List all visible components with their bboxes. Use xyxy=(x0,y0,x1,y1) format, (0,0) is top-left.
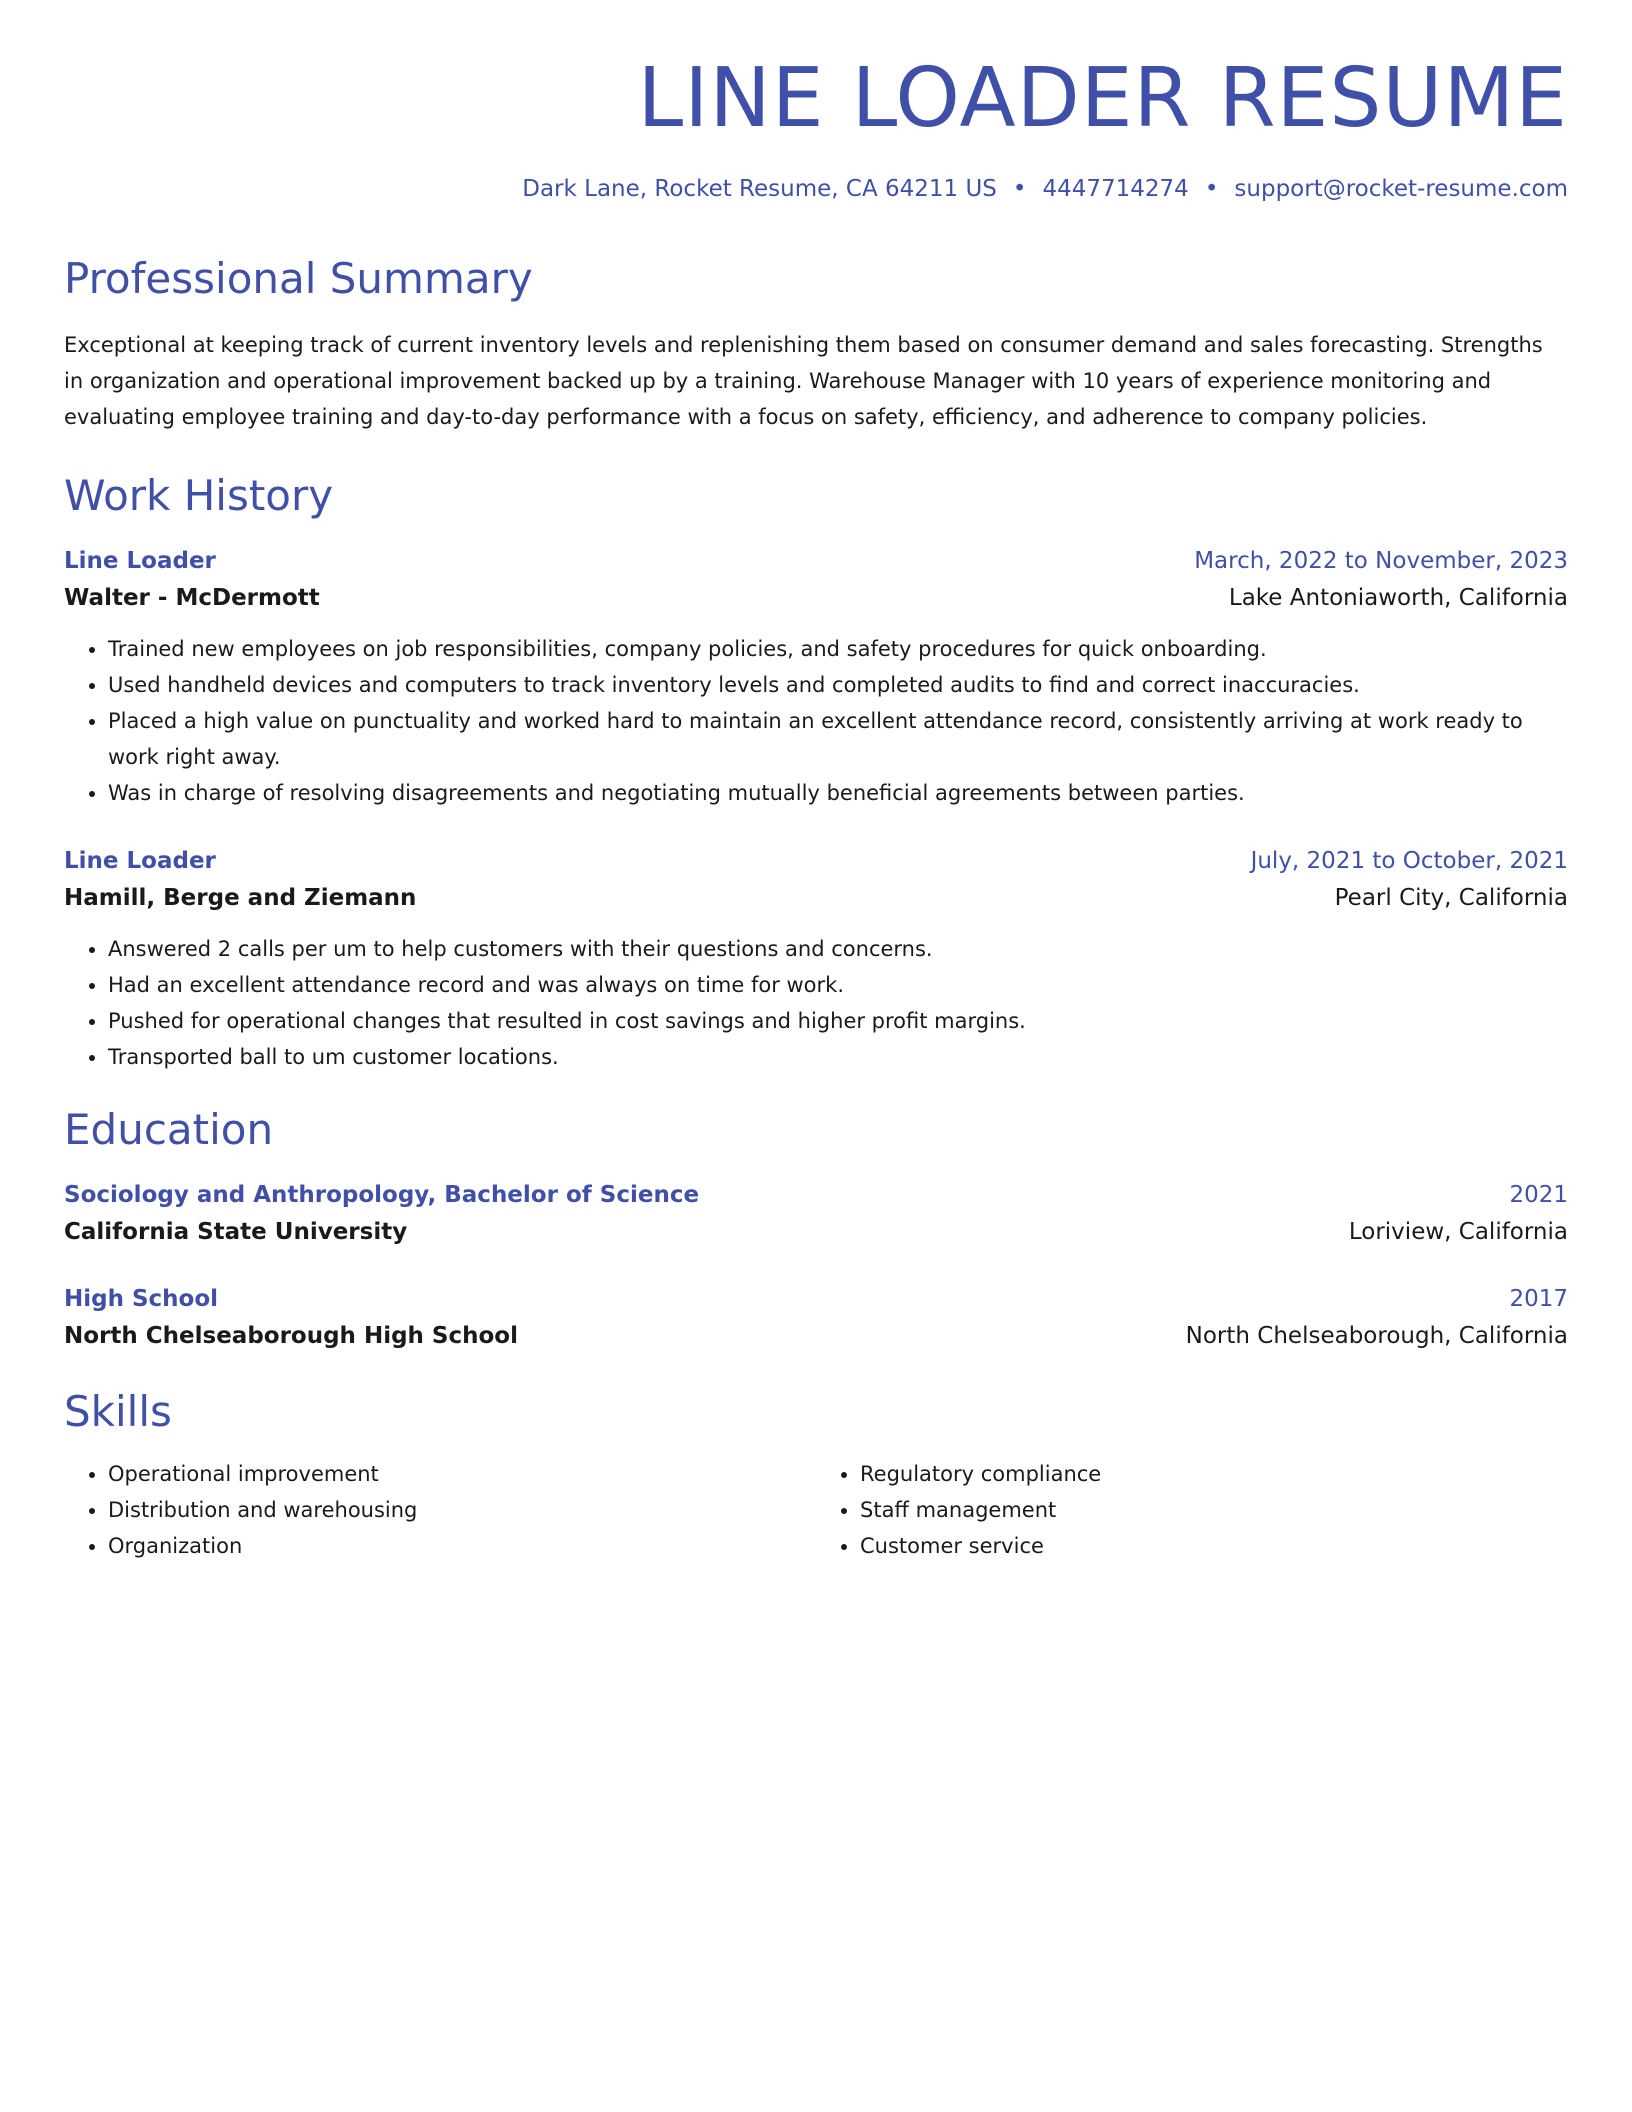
summary-text: Exceptional at keeping track of current inventory levels and replenishing them based on consumer demand and sales forecasting. Strengths in organization and operational improvement backed up by a training. Warehouse Manager with 10 years of experience monitoring and evaluating employee training and day-to-day performance with a focus on safety, efficiency, and adherence to company policies. xyxy=(64,332,1543,429)
job-title: Line Loader xyxy=(64,848,216,875)
education-degree: Sociology and Anthropology, Bachelor of Science xyxy=(64,1182,700,1209)
skill-item: • Operational improvement xyxy=(108,1456,816,1492)
education-school: North Chelseaborough High School xyxy=(64,1323,518,1350)
contact-email: support@rocket-resume.com xyxy=(1234,176,1568,203)
work-history-heading: Work History xyxy=(64,470,334,520)
contact-line xyxy=(64,176,1568,202)
job-dates: March, 2022 to November, 2023 xyxy=(1194,548,1568,575)
job-bullet: • Trained new employees on job responsibilities, company policies, and safety procedures for quick onboarding. xyxy=(108,631,1568,667)
education-entry xyxy=(64,1283,1568,1353)
job-company: Hamill, Berge and Ziemann xyxy=(64,885,417,912)
resume-title: LINE LOADER RESUME xyxy=(637,51,1568,146)
contact-phone: 4447714274 xyxy=(1042,176,1189,203)
skill-item: • Distribution and warehousing xyxy=(108,1492,816,1528)
job-bullet: • Placed a high value on punctuality and worked hard to maintain an excellent attendance record, consistently arriving at work ready to work right away. xyxy=(108,703,1568,775)
job-entry xyxy=(64,545,1568,811)
job-bullet: • Answered 2 calls per um to help customers with their questions and concerns. xyxy=(108,931,1568,967)
skill-item: • Staff management xyxy=(860,1492,1568,1528)
job-dates: July, 2021 to October, 2021 xyxy=(1250,848,1568,875)
job-bullet: • Pushed for operational changes that resulted in cost savings and higher profit margins. xyxy=(108,1003,1568,1039)
job-bullets xyxy=(64,631,1568,811)
education-entry xyxy=(64,1179,1568,1249)
job-company: Walter - McDermott xyxy=(64,585,320,612)
summary-heading: Professional Summary xyxy=(64,254,533,304)
job-location: Lake Antoniaworth, California xyxy=(1228,585,1568,612)
education-location: North Chelseaborough, California xyxy=(1185,1323,1568,1350)
education-school: California State University xyxy=(64,1219,408,1246)
job-bullets xyxy=(64,931,1568,1075)
education-degree: High School xyxy=(64,1286,219,1313)
contact-address: Dark Lane, Rocket Resume, CA 64211 US xyxy=(522,176,997,203)
education-year: 2021 xyxy=(1509,1182,1568,1209)
job-bullet: • Used handheld devices and computers to track inventory levels and completed audits to find and correct inaccuracies. xyxy=(108,667,1568,703)
education-year: 2017 xyxy=(1509,1286,1568,1313)
skills-column-left xyxy=(64,1456,816,1564)
job-location: Pearl City, California xyxy=(1334,885,1568,912)
contact-separator: • xyxy=(1204,176,1219,203)
job-entry xyxy=(64,845,1568,1075)
education-heading: Education xyxy=(64,1105,274,1155)
skill-item: • Regulatory compliance xyxy=(860,1456,1568,1492)
skill-item: • Organization xyxy=(108,1528,816,1564)
job-bullet: • Transported ball to um customer locations. xyxy=(108,1039,1568,1075)
job-bullet: • Was in charge of resolving disagreements and negotiating mutually beneficial agreements between parties. xyxy=(108,775,1568,811)
skills-column-right xyxy=(816,1456,1568,1564)
education-location: Loriview, California xyxy=(1348,1219,1568,1246)
job-bullet: • Had an excellent attendance record and was always on time for work. xyxy=(108,967,1568,1003)
skill-item: • Customer service xyxy=(860,1528,1568,1564)
contact-separator: • xyxy=(1012,176,1027,203)
job-title: Line Loader xyxy=(64,548,216,575)
skills-heading: Skills xyxy=(64,1387,172,1437)
skills-list xyxy=(64,1456,1568,1564)
